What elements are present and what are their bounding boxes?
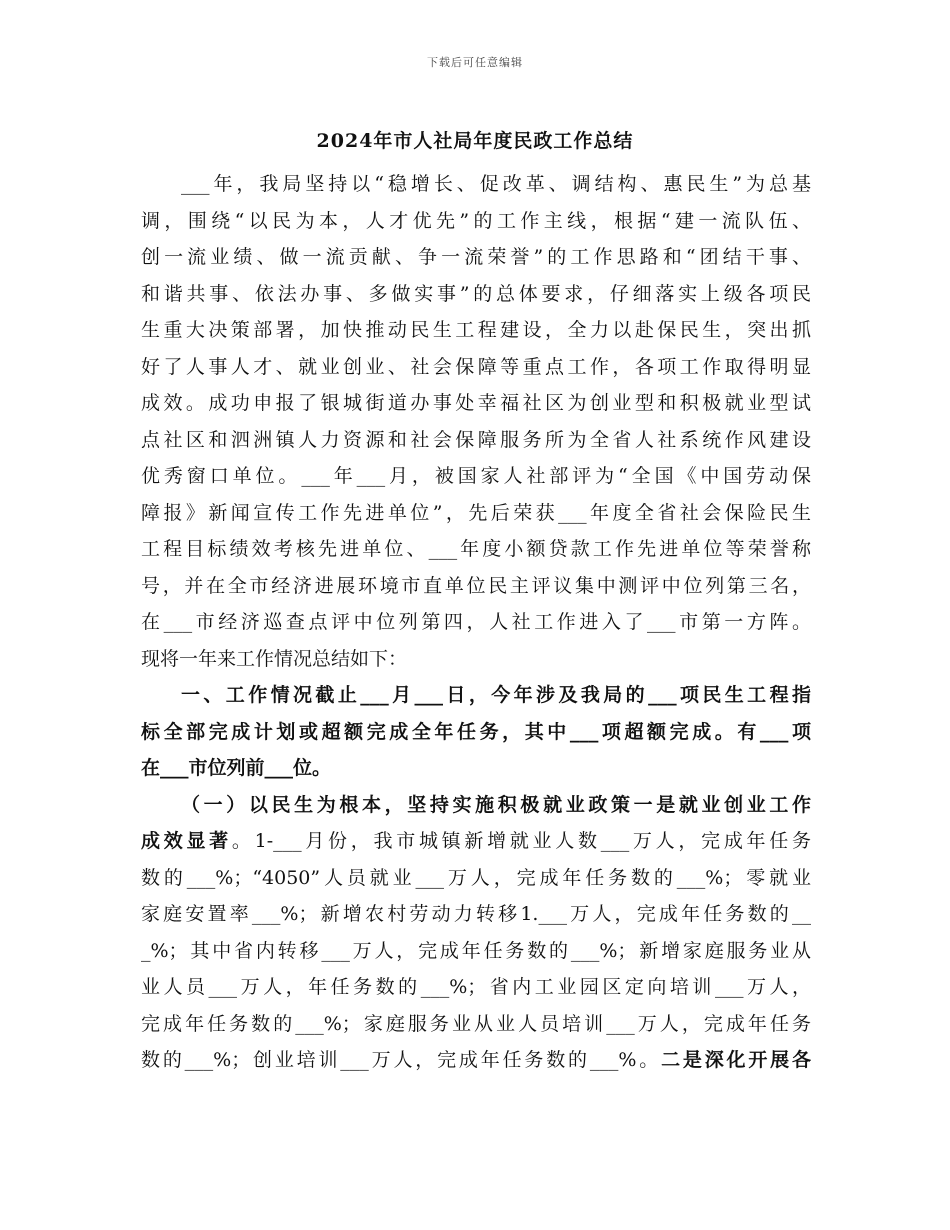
text-line: 完成年任务数的___%；家庭服务业从业人员培训___万人，完成年任务 bbox=[141, 1012, 811, 1035]
text-line bbox=[141, 823, 811, 860]
text-line: 一、工作情况截止___月___日，今年涉及我局的___项民生工程指 bbox=[181, 684, 811, 706]
text-line: 点社区和泗洲镇人力资源和社会保障服务所为全省人社系统作风建设 bbox=[141, 428, 811, 451]
text-line: 在___市位列前___位。 bbox=[141, 757, 332, 779]
text-line: 障报》新闻宣传工作先进单位”，先后荣获___年度全省社会保险民生 bbox=[141, 501, 811, 524]
text-line bbox=[141, 1042, 811, 1079]
text-line: ___年，我局坚持以“稳增长、促改革、调结构、惠民生”为总基 bbox=[181, 173, 811, 195]
text-line: 标全部完成计划或超额完成全年任务，其中___项超额完成。有___项 bbox=[141, 720, 811, 743]
text-line: （一）以民生为根本，坚持实施积极就业政策一是就业创业工作 bbox=[181, 793, 811, 816]
text-line: 业人员___万人，年任务数的___%；省内工业园区定向培训___万人， bbox=[141, 976, 811, 998]
text-line: 数的___%；“4050”人员就业___万人，完成年任务数的___%；零就业 bbox=[141, 866, 811, 889]
text-line: 生重大决策部署，加快推动民生工程建设，全力以赴保民生，突出抓 bbox=[141, 319, 811, 341]
document-title: 2024年市人社局年度民政工作总结 bbox=[316, 130, 634, 152]
text-line: 好了人事人才、就业创业、社会保障等重点工作，各项工作取得明显 bbox=[141, 355, 811, 378]
text-line: _%；其中省内转移___万人，完成年任务数的___%；新增家庭服务业从 bbox=[141, 939, 811, 962]
text-run: 。1-___月份，我市城镇新增就业人数___万人，完成年任务 bbox=[231, 830, 811, 852]
text-line: 工程目标绩效考核先进单位、___年度小额贷款工作先进单位等荣誉称 bbox=[141, 538, 811, 560]
text-line: 在___市经济巡查点评中位列第四，人社工作进入了___市第一方阵。 bbox=[141, 611, 811, 633]
bold-run: 成效显著 bbox=[141, 830, 232, 852]
text-line: 调，围绕“以民为本，人才优先”的工作主线，根据“建一流队伍、 bbox=[141, 209, 811, 232]
bold-run: 二是深化开展各 bbox=[661, 1049, 811, 1071]
text-line: 家庭安置率___%；新增农村劳动力转移1.___万人，完成年任务数的__ bbox=[141, 903, 811, 925]
document-body bbox=[141, 166, 811, 1079]
text-line: 号，并在全市经济进展环境市直单位民主评议集中测评中位列第三名， bbox=[141, 574, 811, 597]
text-line: 现将一年来工作情况总结如下： bbox=[141, 647, 408, 670]
text-line: 创一流业绩、做一流贡献、争一流荣誉”的工作思路和“团结干事、 bbox=[141, 246, 811, 268]
text-line: 成效。成功申报了银城街道办事处幸福社区为创业型和积极就业型试 bbox=[141, 392, 811, 414]
text-line: 优秀窗口单位。___年___月，被国家人社部评为“全国《中国劳动保 bbox=[141, 465, 811, 487]
text-line: 和谐共事、依法办事、多做实事”的总体要求，仔细落实上级各项民 bbox=[141, 282, 811, 305]
page-header-note: 下载后可任意编辑 bbox=[427, 56, 523, 69]
text-run: 数的___%；创业培训___万人，完成年任务数的___%。 bbox=[141, 1049, 662, 1071]
